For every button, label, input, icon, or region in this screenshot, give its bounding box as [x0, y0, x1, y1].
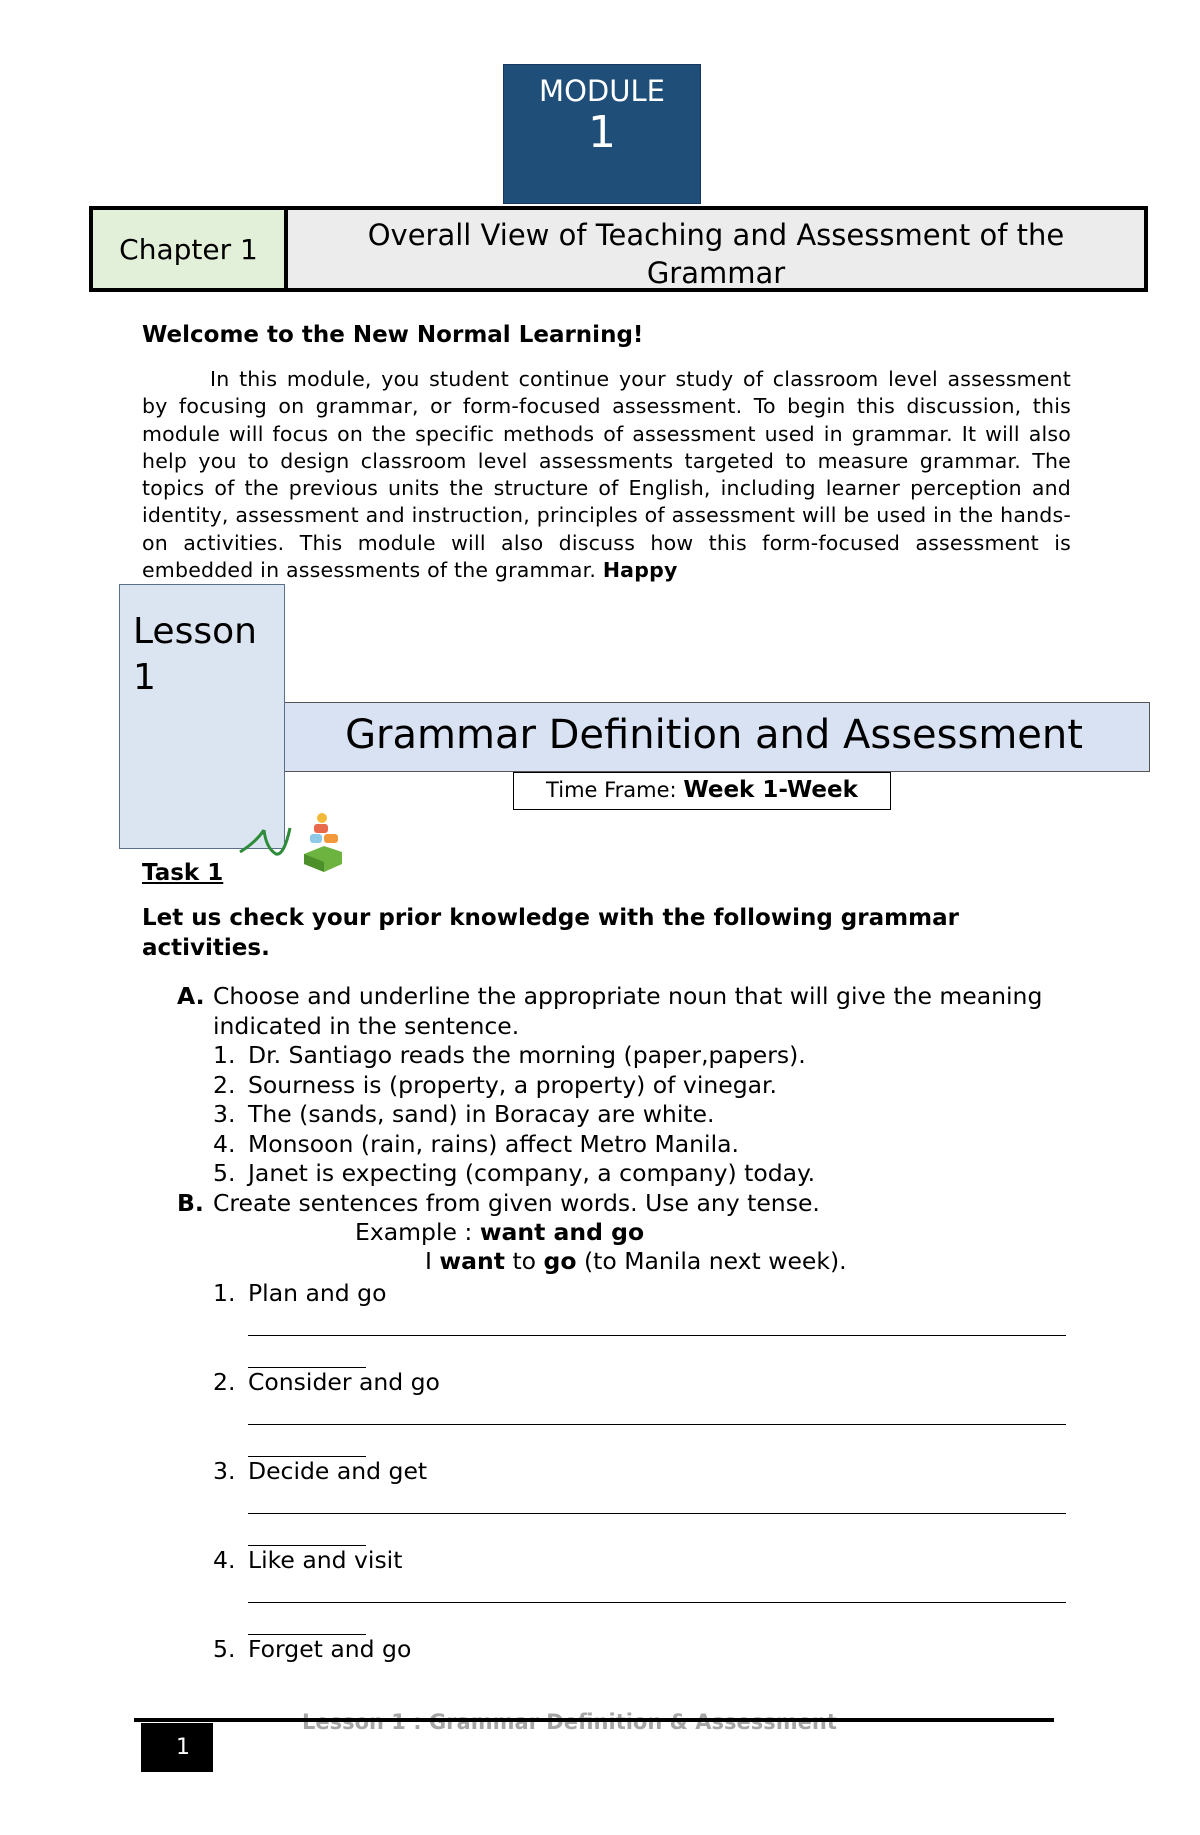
intro-bold-end: Happy — [602, 558, 678, 583]
time-frame-box — [513, 772, 891, 810]
item-number: 4. — [213, 1546, 236, 1574]
lesson-badge — [119, 584, 285, 849]
chapter-title-line2: Grammar — [646, 256, 786, 290]
section-b-item-text: Decide and get — [248, 1457, 428, 1485]
footer-text: Lesson 1 : Grammar Definition & Assessment — [302, 1710, 837, 1734]
answer-line[interactable] — [248, 1335, 1066, 1336]
item-number: 3. — [213, 1457, 236, 1485]
item-number: 4. — [213, 1130, 236, 1158]
example-i: I — [425, 1247, 432, 1275]
section-b-marker: B. — [177, 1189, 204, 1217]
footer-rule — [134, 1718, 1054, 1722]
section-b-item-text: Like and visit — [248, 1546, 403, 1574]
answer-line[interactable] — [248, 1424, 1066, 1425]
intro-text: In this module, you student continue your study of classroom level assessment by focusing on grammar, or form-focused assessment. To begin this discussion, this module will focus on the specific methods of assessment used in grammar. It will also help you to design classroom level assessments targeted to measure grammar. The topics of the previous units the structure of English, including learner perception and identity, assessment and instruction, principles of assessment will be used in the hands-on activities. This module will also discuss how this form-focused assessment is embedded in assessments of the grammar. — [142, 367, 1071, 583]
section-b-item-text: Consider and go — [248, 1368, 440, 1396]
section-a-marker: A. — [177, 982, 205, 1010]
example-rest: (to Manila next week). — [583, 1247, 847, 1275]
section-a-instruction — [213, 982, 1093, 1041]
chapter-bar — [89, 206, 1148, 292]
blocks-icon — [300, 810, 346, 872]
module-label: MODULE — [539, 74, 665, 108]
section-a-item — [213, 1041, 235, 1071]
intro-paragraph — [142, 366, 1071, 584]
page-number: 1 — [141, 1723, 213, 1772]
item-number: 3. — [213, 1100, 236, 1128]
section-b-item-text: Forget and go — [248, 1635, 412, 1663]
chapter-label: Chapter 1 — [93, 210, 288, 288]
task-label: Task 1 — [142, 860, 224, 886]
example-to: to — [512, 1247, 537, 1275]
item-number: 2. — [213, 1368, 236, 1396]
section-a-item-text: Janet is expecting (company, a company) today. — [248, 1159, 816, 1187]
section-a-line2: indicated in the sentence. — [213, 1011, 520, 1040]
section-b — [0, 1189, 1200, 1669]
chapter-title — [288, 210, 1144, 288]
example-want: want — [439, 1247, 505, 1275]
welcome-heading: Welcome to the New Normal Learning! — [142, 322, 644, 348]
module-badge — [503, 64, 701, 204]
chapter-title-line1: Overall View of Teaching and Assessment of the — [367, 218, 1065, 252]
task-instruction-line1: Let us check your prior knowledge with the following grammar — [142, 905, 959, 931]
example-label: Example : — [355, 1218, 473, 1246]
task-instruction — [142, 903, 1062, 963]
answer-line[interactable] — [248, 1513, 1066, 1514]
section-b-item-text: Plan and go — [248, 1279, 387, 1307]
item-number: 1. — [213, 1279, 236, 1307]
section-a-item-text: Sourness is (property, a property) of vinegar. — [248, 1071, 778, 1099]
example-sentence — [425, 1247, 847, 1277]
time-frame-value: Week 1-Week — [683, 777, 858, 803]
section-a-item-text: Dr. Santiago reads the morning (paper,papers). — [248, 1041, 806, 1069]
answer-line[interactable] — [248, 1602, 1066, 1603]
section-a-item-text: The (sands, sand) in Boracay are white. — [248, 1100, 715, 1128]
example-words: want and go — [479, 1218, 645, 1246]
time-frame-label: Time Frame: — [546, 778, 677, 802]
lesson-title: Grammar Definition and Assessment — [278, 702, 1150, 772]
module-number: 1 — [588, 107, 616, 158]
task-instruction-line2: activities. — [142, 935, 270, 961]
section-a-item-text: Monsoon (rain, rains) affect Metro Manila. — [248, 1130, 739, 1158]
item-number: 2. — [213, 1071, 236, 1099]
section-b-instruction: Create sentences from given words. Use any tense. — [213, 1189, 820, 1217]
section-a — [0, 982, 1200, 1187]
lesson-label: Lesson — [133, 611, 257, 652]
item-number: 5. — [213, 1159, 236, 1187]
item-number: 1. — [213, 1041, 236, 1069]
example-go: go — [543, 1247, 577, 1275]
section-a-line1: Choose and underline the appropriate noun that will give the meaning — [213, 982, 1043, 1010]
lesson-number: 1 — [133, 657, 156, 698]
item-number: 5. — [213, 1635, 236, 1663]
example-line — [355, 1218, 644, 1248]
activity-script-stroke — [236, 822, 296, 862]
